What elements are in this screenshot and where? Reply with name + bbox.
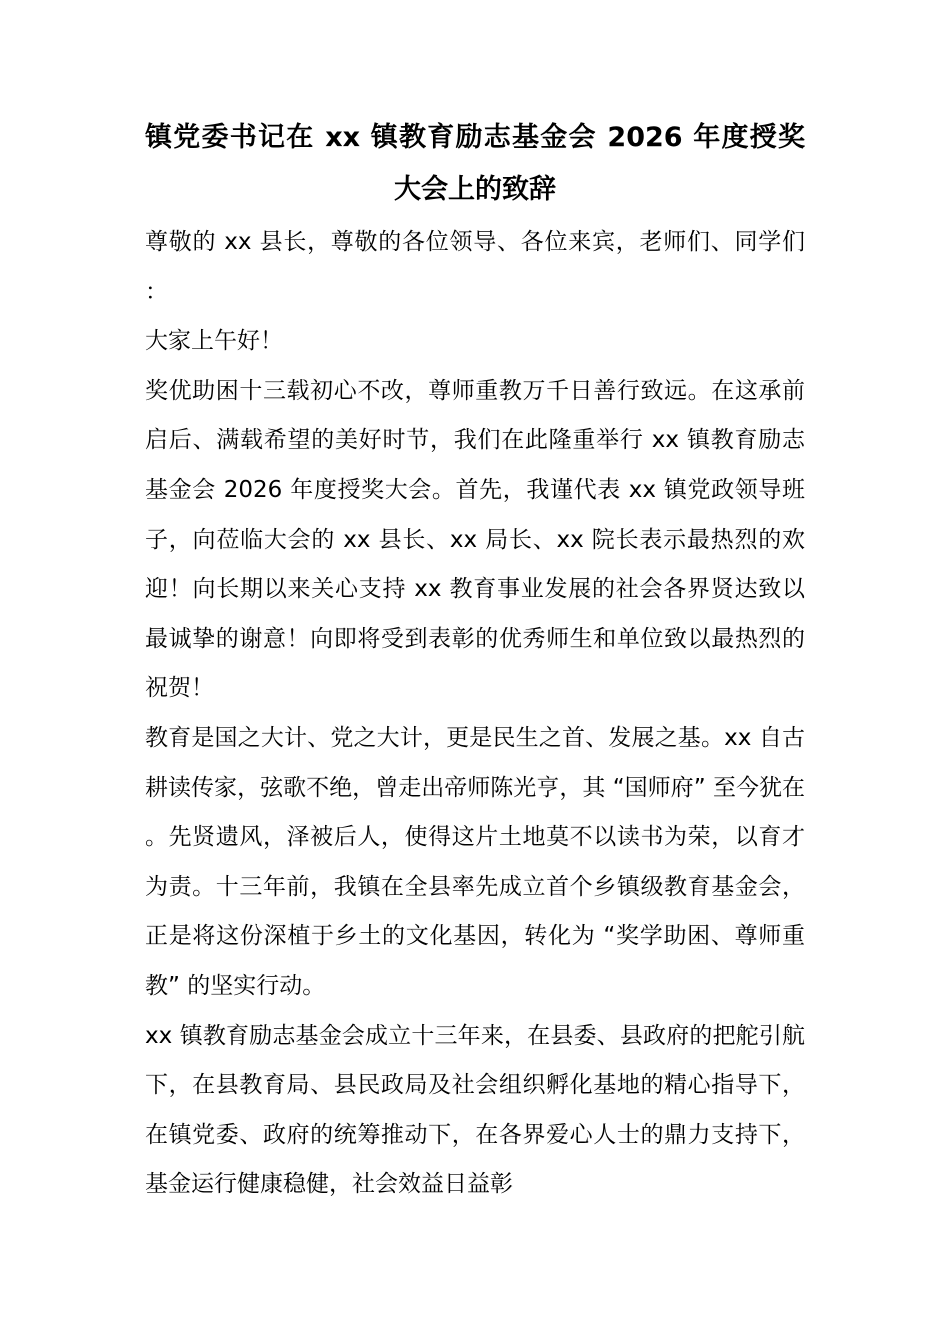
salutation: 尊敬的 xx 县长，尊敬的各位领导、各位来宾，老师们、同学们： bbox=[145, 229, 805, 305]
paragraph: 教育是国之大计、党之大计，更是民生之首、发展之基。xx 自古耕读传家，弦歌不绝，曾走出帝师陈光亨，其 “国师府” 至今犹在。先贤遗风，泽被后人，使得这片土地莫不以读书为荣，以育才为责。十三年前，我镇在全县率先成立首个乡镇级教育基金会，正是将这份深植于乡土的文化基因，转化为 “奖学助困、尊师重教” 的坚实行动。 bbox=[145, 724, 805, 999]
document-title: 镇党委书记在 xx 镇教育励志基金会 2026 年度授奖大会上的致辞 bbox=[145, 122, 805, 205]
greeting: 大家上午好！ bbox=[145, 328, 283, 355]
paragraph: xx 镇教育励志基金会成立十三年来，在县委、县政府的把舵引航下，在县教育局、县民政局及社会组织孵化基地的精心指导下，在镇党委、政府的统筹推动下，在各界爱心人士的鼎力支持下，基金运行健康稳健，社会效益日益彰 bbox=[145, 1022, 805, 1198]
document-body bbox=[145, 218, 805, 1210]
paragraph: 奖优助困十三载初心不改，尊师重教万千日善行致远。在这承前启后、满载希望的美好时节，我们在此隆重举行 xx 镇教育励志基金会 2026 年度授奖大会。首先，我谨代表 xx 镇党政领导班子，向莅临大会的 xx 县长、xx 局长、xx 院长表示最热烈的欢迎！向长期以来关心支持 xx 教育事业发展的社会各界贤达致以最诚挚的谢意！向即将受到表彰的优秀师生和单位致以最热烈的祝贺！ bbox=[145, 377, 805, 702]
